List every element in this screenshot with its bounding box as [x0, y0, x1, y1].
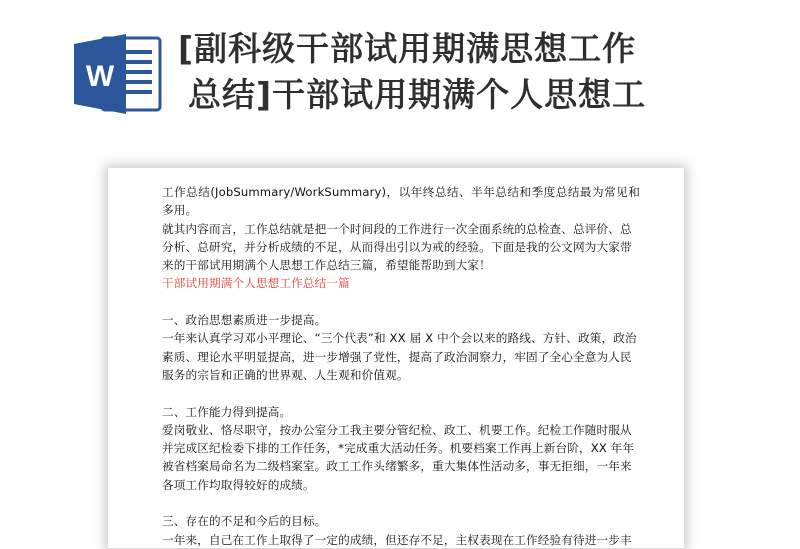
- document-body: [162, 183, 640, 549]
- body-line: 一年来，自己在工作上取得了一定的成绩，但还存不足，主权表现在工作经验有待进一步丰: [162, 532, 632, 547]
- word-letter: W: [85, 60, 115, 93]
- paragraph-gap: [162, 293, 640, 311]
- intro-line: 就其内容而言，工作总结就是把一个时间段的工作进行一次全面系统的总检查、总评价、总: [162, 221, 632, 236]
- page-title: [178, 26, 788, 118]
- intro-line: 来的干部试用期满个人思想工作总结三篇，希望能帮助到大家！: [162, 258, 491, 273]
- body-line: 爱岗敬业、恪尽职守，按办公室分工我主要分管纪检、政工、机要工作。纪检工作随时服从: [162, 422, 632, 437]
- body-line: 一年来认真学习邓小平理论、“三个代表”和 XX 届 X 中个会以来的路线、方针、政策，政治: [162, 331, 637, 346]
- body-line: 各项工作均取得较好的成绩。: [162, 477, 315, 492]
- title-line-2: 总结]干部试用期满个人思想工: [188, 75, 647, 114]
- body-line: 素质、理论水平明显提高，进一步增强了党性，提高了政治洞察力，牢固了全心全意为人民: [162, 349, 632, 364]
- red-section-heading: 干部试用期满个人思想工作总结一篇: [162, 276, 350, 291]
- section-heading: 一、政治思想素质进一步提高。: [162, 313, 327, 328]
- section-heading: 二、工作能力得到提高。: [162, 404, 292, 419]
- body-line: 服务的宗旨和正确的世界观、人生观和价值观。: [162, 367, 409, 382]
- paragraph-gap: [162, 384, 640, 402]
- intro-line: 工作总结(JobSummary/WorkSummary)，以年终总结、半年总结和季度总结最为常见和多用。: [162, 185, 640, 218]
- title-line-1: [副科级干部试用期满思想工作: [178, 29, 637, 68]
- body-line: 并完成区纪检委下排的工作任务，*完成重大活动任务。机要档案工作再上新台阶，XX 年年: [162, 441, 635, 456]
- intro-line: 分析、总研究，并分析成绩的不足，从而得出引以为戒的经验。下面是我的公文网为大家带: [162, 239, 632, 254]
- body-line: 被省档案局命名为二级档案室。政工工作头绪繁多，重大集体性活动多，事无拒细，一年来: [162, 459, 632, 474]
- section-heading: 三、存在的不足和今后的目标。: [162, 514, 327, 529]
- header: [0, 0, 800, 160]
- word-document-icon: [72, 32, 164, 116]
- paragraph-gap: [162, 494, 640, 512]
